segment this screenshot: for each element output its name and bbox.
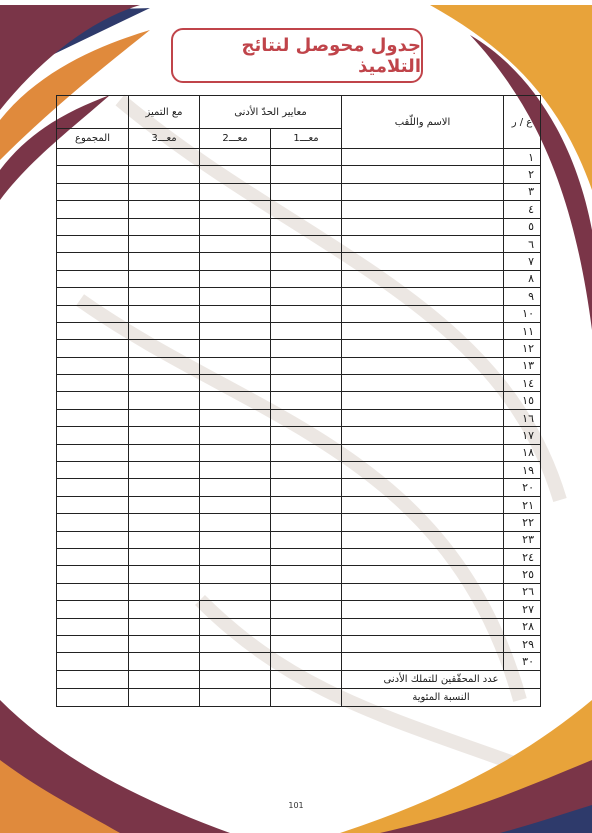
table-row: [57, 166, 541, 183]
total-cell[interactable]: [57, 618, 129, 635]
page-number: 101: [288, 801, 304, 810]
total-cell[interactable]: [57, 340, 129, 357]
page-title: جدول محوصل لنتائج التلاميذ: [241, 34, 421, 77]
name-cell[interactable]: [342, 653, 504, 670]
name-cell[interactable]: [342, 618, 504, 635]
crit2-cell[interactable]: [200, 375, 271, 392]
crit3-cell[interactable]: [129, 357, 200, 374]
crit1-cell[interactable]: [271, 548, 342, 565]
table-row: [57, 305, 541, 322]
crit1-cell[interactable]: [271, 218, 342, 235]
crit1-cell[interactable]: [271, 409, 342, 426]
table-row: [57, 149, 541, 166]
footer-percentage-cell[interactable]: [57, 688, 129, 706]
crit2-cell[interactable]: [200, 340, 271, 357]
footer-percentage-label: النسبة المئوية: [342, 688, 541, 706]
crit2-cell[interactable]: [200, 166, 271, 183]
row-number: ٢١: [504, 496, 541, 513]
name-cell[interactable]: [342, 462, 504, 479]
crit2-cell[interactable]: [200, 566, 271, 583]
name-cell[interactable]: [342, 288, 504, 305]
total-cell[interactable]: [57, 409, 129, 426]
crit3-cell[interactable]: [129, 618, 200, 635]
row-number: ١٧: [504, 427, 541, 444]
name-cell[interactable]: [342, 166, 504, 183]
total-cell[interactable]: [57, 496, 129, 513]
crit1-cell[interactable]: [271, 653, 342, 670]
header-crit3: معـــ3: [129, 129, 200, 149]
total-cell[interactable]: [57, 392, 129, 409]
crit2-cell[interactable]: [200, 601, 271, 618]
row-number: ٥: [504, 218, 541, 235]
table-row: [57, 340, 541, 357]
crit2-cell[interactable]: [200, 462, 271, 479]
crit3-cell[interactable]: [129, 392, 200, 409]
crit3-cell[interactable]: [129, 322, 200, 339]
table-row: [57, 583, 541, 600]
total-cell[interactable]: [57, 548, 129, 565]
crit3-cell[interactable]: [129, 548, 200, 565]
row-number: ٣٠: [504, 653, 541, 670]
row-number: ٢٢: [504, 514, 541, 531]
row-number: ١٨: [504, 444, 541, 461]
table-row: [57, 322, 541, 339]
crit1-cell[interactable]: [271, 375, 342, 392]
crit2-cell[interactable]: [200, 444, 271, 461]
total-cell[interactable]: [57, 635, 129, 652]
crit1-cell[interactable]: [271, 618, 342, 635]
crit2-cell[interactable]: [200, 357, 271, 374]
row-number: ١٤: [504, 375, 541, 392]
table-row: [57, 444, 541, 461]
crit1-cell[interactable]: [271, 601, 342, 618]
crit2-cell[interactable]: [200, 531, 271, 548]
crit2-cell[interactable]: [200, 479, 271, 496]
crit2-cell[interactable]: [200, 618, 271, 635]
row-number: ٢٨: [504, 618, 541, 635]
name-cell[interactable]: [342, 322, 504, 339]
header-crit2: معـــ2: [200, 129, 271, 149]
total-cell[interactable]: [57, 653, 129, 670]
name-cell[interactable]: [342, 201, 504, 218]
header-name: الاسم واللّقب: [342, 96, 504, 149]
row-number: ٤: [504, 201, 541, 218]
crit2-cell[interactable]: [200, 288, 271, 305]
total-cell[interactable]: [57, 583, 129, 600]
total-cell[interactable]: [57, 235, 129, 252]
table-row: [57, 357, 541, 374]
crit3-cell[interactable]: [129, 218, 200, 235]
row-number: ٢٧: [504, 601, 541, 618]
total-cell[interactable]: [57, 357, 129, 374]
total-cell[interactable]: [57, 601, 129, 618]
crit2-cell[interactable]: [200, 235, 271, 252]
results-table: [56, 95, 541, 707]
table-row: [57, 288, 541, 305]
table-row: [57, 514, 541, 531]
crit3-cell[interactable]: [129, 288, 200, 305]
crit1-cell[interactable]: [271, 270, 342, 287]
crit1-cell[interactable]: [271, 149, 342, 166]
footer-achievers-cell[interactable]: [200, 670, 271, 688]
crit2-cell[interactable]: [200, 253, 271, 270]
crit3-cell[interactable]: [129, 566, 200, 583]
crit1-cell[interactable]: [271, 462, 342, 479]
name-cell[interactable]: [342, 340, 504, 357]
crit2-cell[interactable]: [200, 548, 271, 565]
row-number: ٢: [504, 166, 541, 183]
name-cell[interactable]: [342, 149, 504, 166]
name-cell[interactable]: [342, 444, 504, 461]
row-number: ١٢: [504, 340, 541, 357]
crit3-cell[interactable]: [129, 149, 200, 166]
crit3-cell[interactable]: [129, 653, 200, 670]
crit1-cell[interactable]: [271, 392, 342, 409]
name-cell[interactable]: [342, 235, 504, 252]
name-cell[interactable]: [342, 305, 504, 322]
header-total: المجموع: [57, 129, 129, 149]
table-row: [57, 618, 541, 635]
total-cell[interactable]: [57, 253, 129, 270]
footer-achievers-cell[interactable]: [129, 670, 200, 688]
total-cell[interactable]: [57, 462, 129, 479]
crit2-cell[interactable]: [200, 427, 271, 444]
row-number: ٢٩: [504, 635, 541, 652]
total-cell[interactable]: [57, 322, 129, 339]
name-cell[interactable]: [342, 253, 504, 270]
table-row: [57, 479, 541, 496]
footer-achievers-row: [57, 670, 541, 688]
crit2-cell[interactable]: [200, 183, 271, 200]
row-number: ١٩: [504, 462, 541, 479]
footer-percentage-cell[interactable]: [271, 688, 342, 706]
crit3-cell[interactable]: [129, 253, 200, 270]
footer-percentage-row: [57, 688, 541, 706]
total-cell[interactable]: [57, 183, 129, 200]
crit3-cell[interactable]: [129, 514, 200, 531]
row-number: ٢٠: [504, 479, 541, 496]
row-number: ١: [504, 149, 541, 166]
table-row: [57, 409, 541, 426]
crit3-cell[interactable]: [129, 166, 200, 183]
crit2-cell[interactable]: [200, 270, 271, 287]
crit1-cell[interactable]: [271, 444, 342, 461]
crit1-cell[interactable]: [271, 305, 342, 322]
crit2-cell[interactable]: [200, 496, 271, 513]
footer-percentage-cell[interactable]: [129, 688, 200, 706]
table-row: [57, 462, 541, 479]
table-row: [57, 392, 541, 409]
crit1-cell[interactable]: [271, 514, 342, 531]
header-row-1: [57, 96, 541, 129]
total-cell[interactable]: [57, 479, 129, 496]
row-number: ٧: [504, 253, 541, 270]
crit3-cell[interactable]: [129, 201, 200, 218]
crit2-cell[interactable]: [200, 583, 271, 600]
crit1-cell[interactable]: [271, 583, 342, 600]
name-cell[interactable]: [342, 409, 504, 426]
crit1-cell[interactable]: [271, 253, 342, 270]
table-row: [57, 635, 541, 652]
crit3-cell[interactable]: [129, 444, 200, 461]
name-cell[interactable]: [342, 183, 504, 200]
name-cell[interactable]: [342, 357, 504, 374]
name-cell[interactable]: [342, 392, 504, 409]
crit3-cell[interactable]: [129, 235, 200, 252]
header-crit1: معـــ1: [271, 129, 342, 149]
table-row: [57, 218, 541, 235]
crit2-cell[interactable]: [200, 409, 271, 426]
footer-percentage-cell[interactable]: [200, 688, 271, 706]
row-number: ٩: [504, 288, 541, 305]
crit1-cell[interactable]: [271, 201, 342, 218]
table-row: [57, 548, 541, 565]
total-cell[interactable]: [57, 149, 129, 166]
name-cell[interactable]: [342, 218, 504, 235]
name-cell[interactable]: [342, 270, 504, 287]
crit3-cell[interactable]: [129, 183, 200, 200]
table-row: [57, 566, 541, 583]
name-cell[interactable]: [342, 583, 504, 600]
crit3-cell[interactable]: [129, 270, 200, 287]
table-row: [57, 235, 541, 252]
row-number: ٦: [504, 235, 541, 252]
name-cell[interactable]: [342, 601, 504, 618]
crit2-cell[interactable]: [200, 201, 271, 218]
crit3-cell[interactable]: [129, 496, 200, 513]
row-number: ٨: [504, 270, 541, 287]
footer-achievers-cell[interactable]: [57, 670, 129, 688]
total-cell[interactable]: [57, 218, 129, 235]
row-number: ١٣: [504, 357, 541, 374]
crit3-cell[interactable]: [129, 531, 200, 548]
crit2-cell[interactable]: [200, 305, 271, 322]
table-row: [57, 427, 541, 444]
name-cell[interactable]: [342, 514, 504, 531]
crit3-cell[interactable]: [129, 409, 200, 426]
crit2-cell[interactable]: [200, 149, 271, 166]
crit3-cell[interactable]: [129, 601, 200, 618]
table-row: [57, 270, 541, 287]
table-row: [57, 653, 541, 670]
total-cell[interactable]: [57, 531, 129, 548]
crit1-cell[interactable]: [271, 479, 342, 496]
crit1-cell[interactable]: [271, 496, 342, 513]
header-empty: [57, 96, 129, 129]
crit1-cell[interactable]: [271, 635, 342, 652]
row-number: ٢٥: [504, 566, 541, 583]
table-row: [57, 375, 541, 392]
table-row: [57, 531, 541, 548]
name-cell[interactable]: [342, 635, 504, 652]
total-cell[interactable]: [57, 514, 129, 531]
crit1-cell[interactable]: [271, 427, 342, 444]
crit2-cell[interactable]: [200, 653, 271, 670]
total-cell[interactable]: [57, 375, 129, 392]
name-cell[interactable]: [342, 375, 504, 392]
footer-achievers-cell[interactable]: [271, 670, 342, 688]
row-number: ١١: [504, 322, 541, 339]
crit1-cell[interactable]: [271, 357, 342, 374]
row-number: ١٠: [504, 305, 541, 322]
total-cell[interactable]: [57, 288, 129, 305]
crit3-cell[interactable]: [129, 340, 200, 357]
header-excellence: مع التميز: [129, 96, 200, 129]
table-row: [57, 496, 541, 513]
row-number: ٢٤: [504, 548, 541, 565]
crit3-cell[interactable]: [129, 479, 200, 496]
name-cell[interactable]: [342, 427, 504, 444]
crit1-cell[interactable]: [271, 322, 342, 339]
crit3-cell[interactable]: [129, 635, 200, 652]
crit3-cell[interactable]: [129, 583, 200, 600]
total-cell[interactable]: [57, 566, 129, 583]
header-min-criteria: معايير الحدّ الأدنى: [200, 96, 342, 129]
crit2-cell[interactable]: [200, 635, 271, 652]
table-row: [57, 183, 541, 200]
crit1-cell[interactable]: [271, 235, 342, 252]
crit2-cell[interactable]: [200, 392, 271, 409]
row-number: ١٥: [504, 392, 541, 409]
row-number: ٢٦: [504, 583, 541, 600]
footer-achievers-label: عدد المحقّقين للتملك الأدنى: [342, 670, 541, 688]
row-number: ٣: [504, 183, 541, 200]
total-cell[interactable]: [57, 166, 129, 183]
row-number: ٢٣: [504, 531, 541, 548]
header-number: ع / ر: [504, 96, 541, 149]
table-row: [57, 201, 541, 218]
total-cell[interactable]: [57, 270, 129, 287]
crit3-cell[interactable]: [129, 305, 200, 322]
name-cell[interactable]: [342, 496, 504, 513]
crit1-cell[interactable]: [271, 166, 342, 183]
name-cell[interactable]: [342, 548, 504, 565]
crit1-cell[interactable]: [271, 566, 342, 583]
crit1-cell[interactable]: [271, 531, 342, 548]
name-cell[interactable]: [342, 479, 504, 496]
crit3-cell[interactable]: [129, 375, 200, 392]
crit2-cell[interactable]: [200, 322, 271, 339]
total-cell[interactable]: [57, 427, 129, 444]
total-cell[interactable]: [57, 305, 129, 322]
name-cell[interactable]: [342, 531, 504, 548]
crit2-cell[interactable]: [200, 514, 271, 531]
crit2-cell[interactable]: [200, 218, 271, 235]
crit3-cell[interactable]: [129, 427, 200, 444]
crit1-cell[interactable]: [271, 183, 342, 200]
table-row: [57, 601, 541, 618]
name-cell[interactable]: [342, 566, 504, 583]
crit1-cell[interactable]: [271, 340, 342, 357]
total-cell[interactable]: [57, 444, 129, 461]
crit1-cell[interactable]: [271, 288, 342, 305]
total-cell[interactable]: [57, 201, 129, 218]
crit3-cell[interactable]: [129, 462, 200, 479]
title-box: [171, 28, 423, 83]
row-number: ١٦: [504, 409, 541, 426]
table-row: [57, 253, 541, 270]
